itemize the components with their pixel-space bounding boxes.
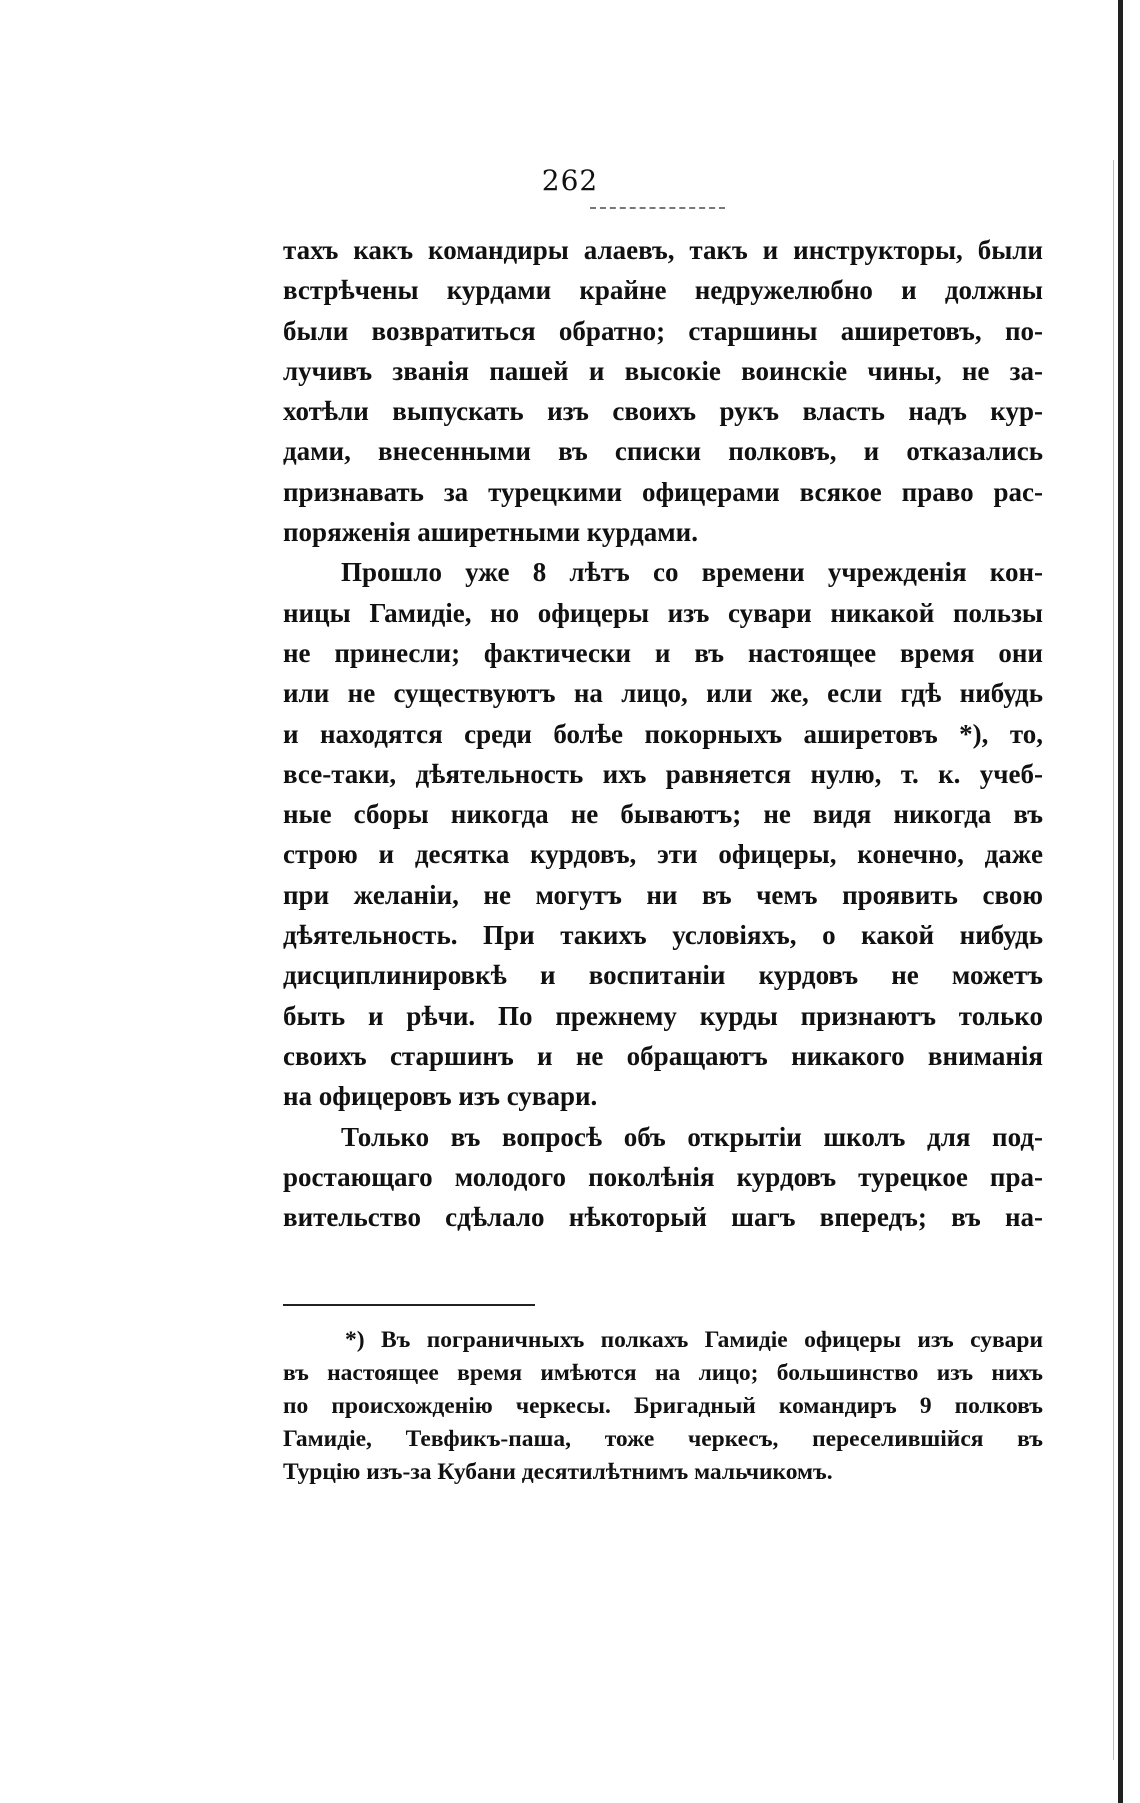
page-number: 262 (541, 164, 599, 197)
text-line: дисциплинировкѣ и воспитаніи курдовъ не можетъ (283, 960, 1043, 991)
footnote-separator (283, 1304, 535, 1306)
scan-page-edge (1118, 0, 1123, 1803)
text-line: все-таки, дѣятельность ихъ равняется нулю, т. к. учеб- (283, 758, 1043, 789)
text-line: дами, внесенными въ списки полковъ, и отказались (283, 436, 1043, 467)
text-line: Прошло уже 8 лѣтъ со времени учрежденія кон- (341, 557, 1043, 588)
text-line: тахъ какъ командиры алаевъ, такъ и инструкторы, были (283, 235, 1043, 265)
text-line: на офицеровъ изъ сувари. (283, 1081, 598, 1112)
footnote-line: Гамидіе, Тевфикъ-паша, тоже черкесъ, переселившійся въ (283, 1426, 1043, 1452)
text-line: и находятся среди болѣе покорныхъ аширетовъ *), то, (283, 718, 1043, 749)
scan-page-edge-shadow (1113, 160, 1114, 1760)
text-line: при желаніи, не могутъ ни въ чемъ проявить свою (283, 879, 1043, 910)
text-line: ные сборы никогда не бываютъ; не видя никогда въ (283, 799, 1043, 830)
text-line: строю и десятка курдовъ, эти офицеры, конечно, даже (283, 839, 1043, 870)
footnote-line: Турцію изъ-за Кубани десятилѣтнимъ мальчикомъ. (283, 1459, 833, 1485)
text-line: встрѣчены курдами крайне недружелюбно и должны (283, 275, 1043, 306)
text-line: были возвратиться обратно; старшины ашиpeтовъ, по- (283, 315, 1043, 346)
footnote (283, 1324, 1043, 1489)
text-line: Только въ вопросѣ объ открытіи школъ для под- (341, 1121, 1043, 1152)
text-line: своихъ старшинъ и не обращаютъ никакого вниманія (283, 1040, 1043, 1071)
main-text (283, 230, 1043, 1237)
text-line: поряженія аширетными курдами. (283, 517, 698, 548)
text-line: хотѣли выпускать изъ своихъ рукъ власть надъ кур- (283, 396, 1043, 427)
text-line: признавать за турецкими офицерами всякое право рас- (283, 476, 1043, 507)
text-line: ницы Гамидіе, но офицеры изъ сувари никакой пользы (283, 597, 1043, 628)
text-line: лучивъ званія пашей и высокіе воинскіе чины, не за- (283, 355, 1043, 386)
text-line: не принесли; фактически и въ настоящее время они (283, 637, 1043, 668)
text-line: быть и рѣчи. По прежнему курды признаютъ только (283, 1000, 1043, 1031)
text-line: или не существуютъ на лицо, или же, если гдѣ нибудь (283, 678, 1043, 709)
footnote-line: *) Въ пограничныхъ полкахъ Гамидіе офицеры изъ сувари (345, 1327, 1043, 1353)
footnote-line: по происхожденію черкесы. Бригадный командиръ 9 полковъ (283, 1393, 1043, 1419)
page-number-underline (590, 207, 725, 209)
text-line: дѣятельность. При такихъ условіяхъ, о какой нибудь (283, 920, 1043, 951)
text-line: ростающаго молодого поколѣнія курдовъ турецкое пра- (283, 1161, 1043, 1192)
footnote-line: въ настоящее время имѣются на лицо; большинство изъ нихъ (283, 1360, 1043, 1386)
text-line: вительство сдѣлало нѣкоторый шагъ впередъ; въ на- (283, 1202, 1043, 1233)
